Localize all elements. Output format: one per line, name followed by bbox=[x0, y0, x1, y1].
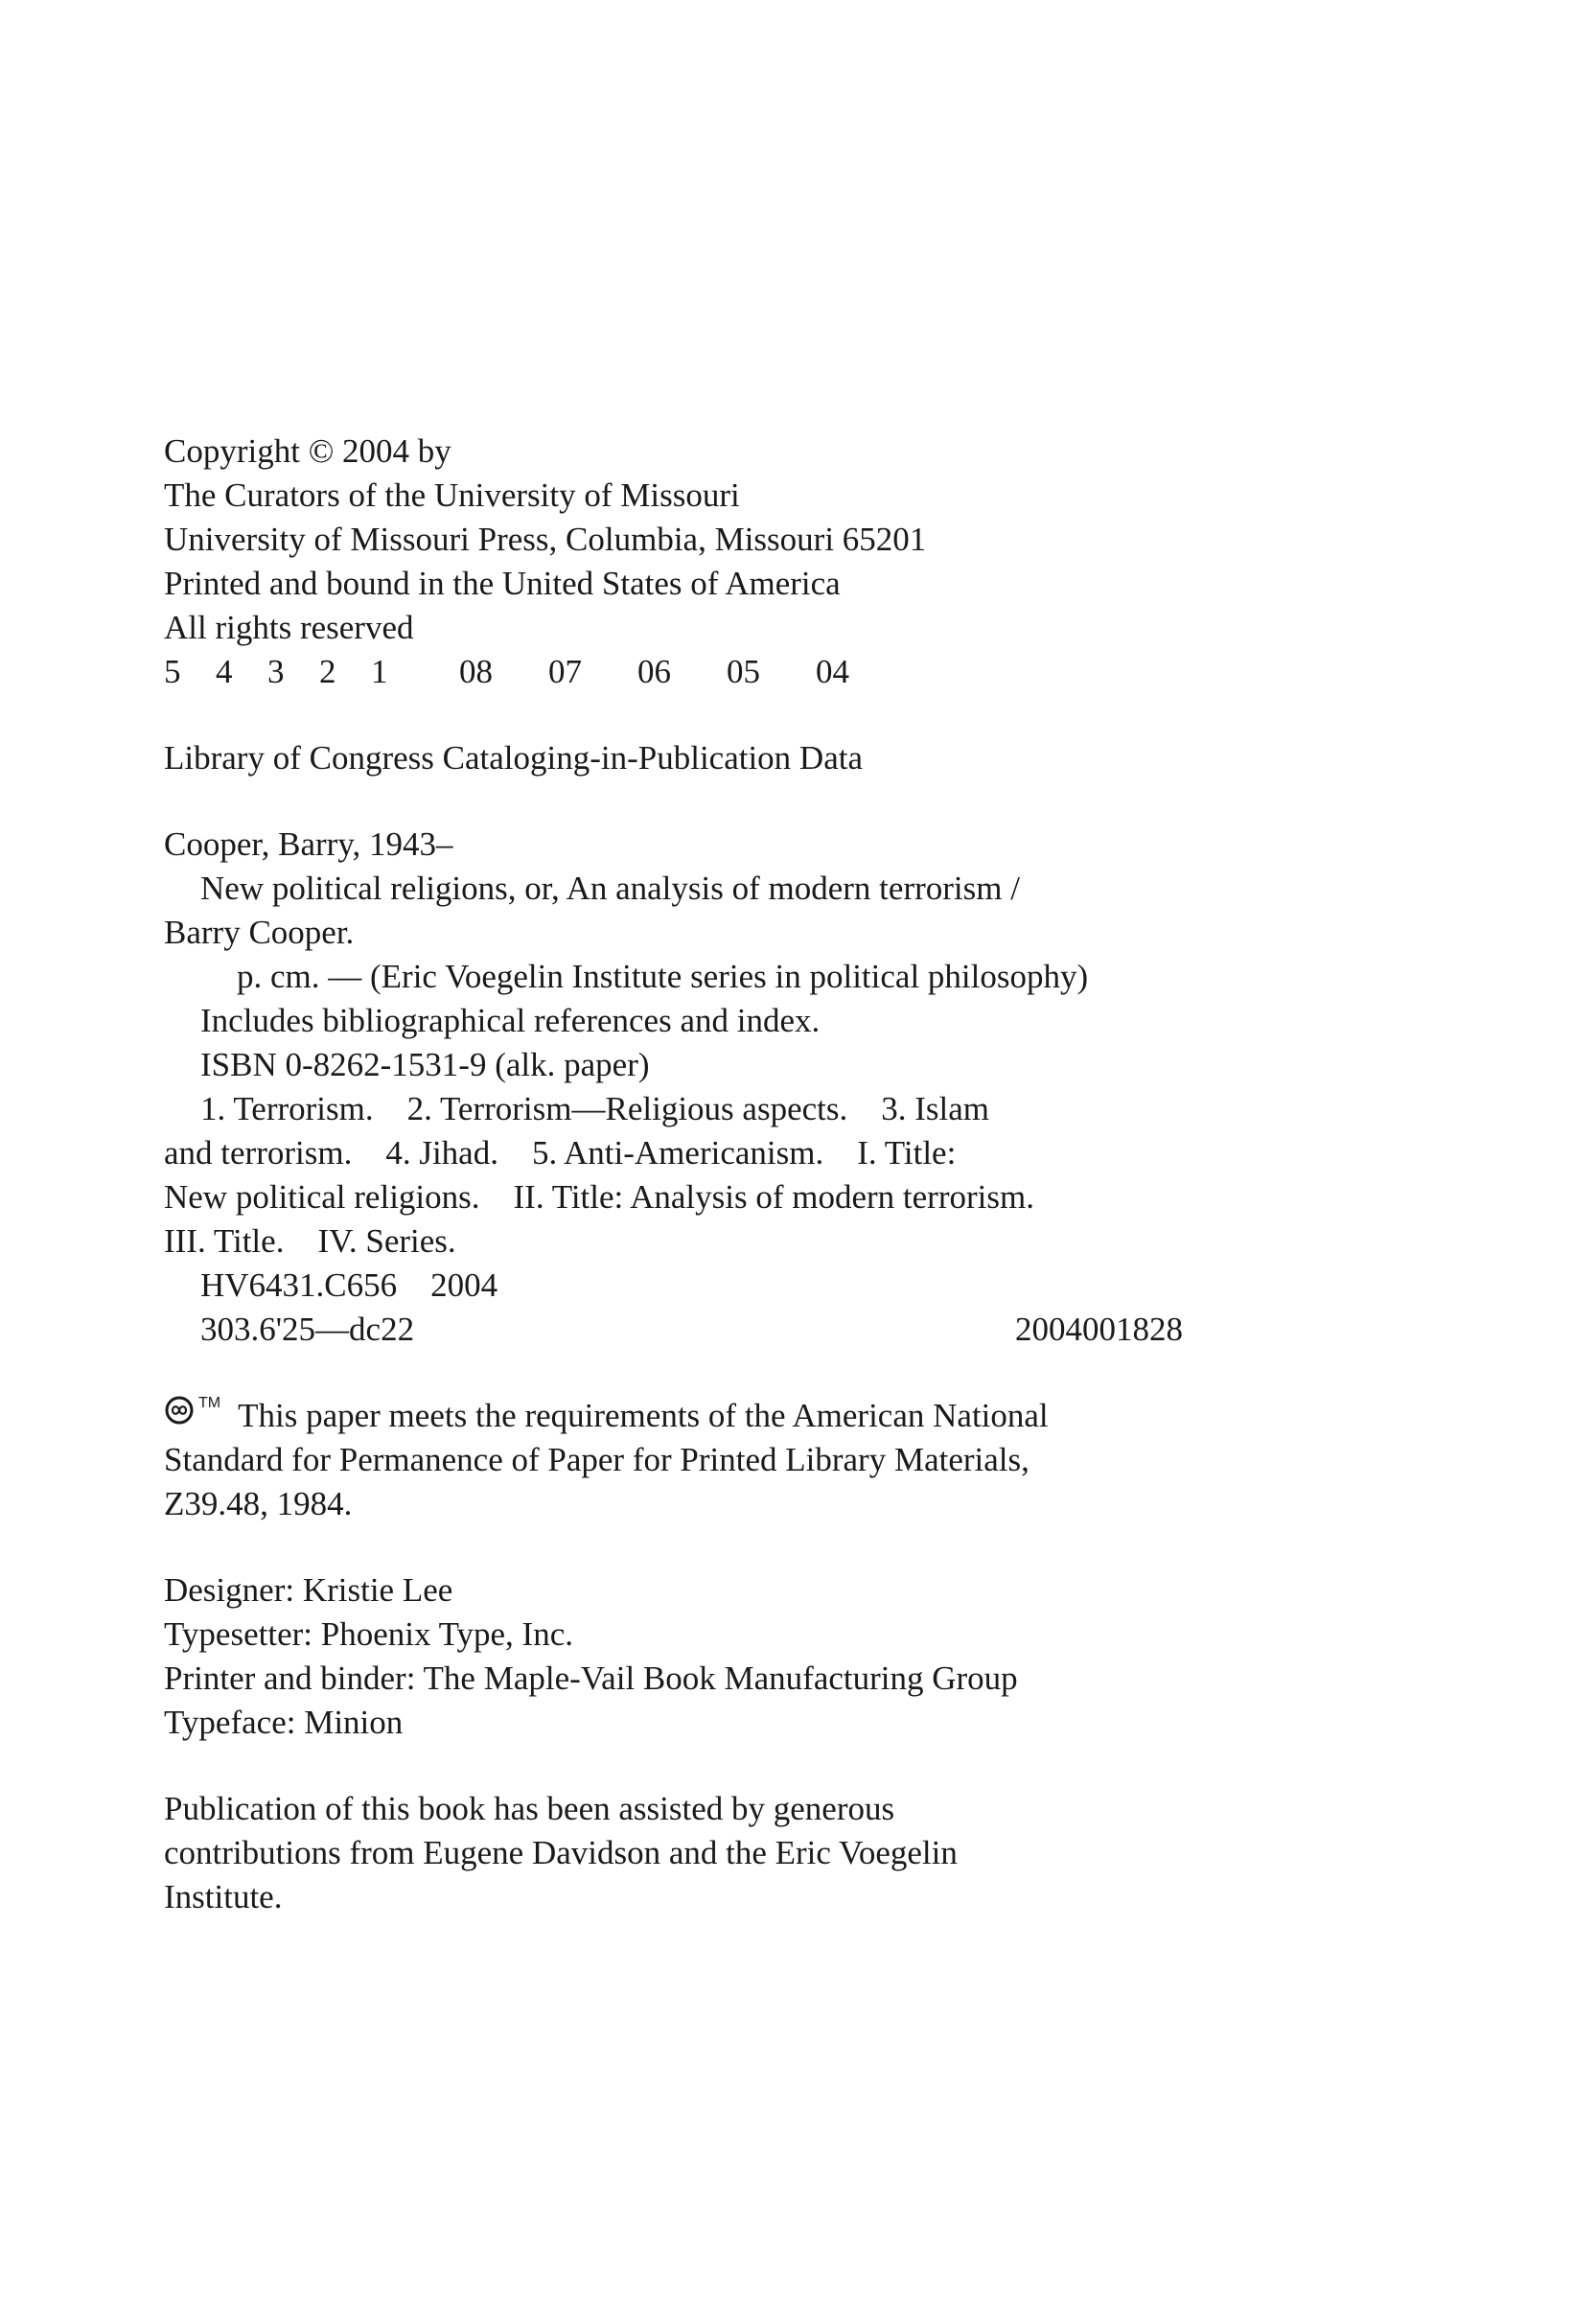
cip-physical: p. cm. — (Eric Voegelin Institute series in political philosophy) bbox=[237, 958, 1089, 995]
cip-record bbox=[164, 823, 1183, 1352]
copyright-block bbox=[164, 429, 1151, 694]
year-number: 07 bbox=[548, 653, 582, 690]
cip-subjects-continued: New political religions. II. Title: Analysis of modern terrorism. bbox=[164, 1178, 1034, 1216]
credit-typesetter: Typesetter: Phoenix Type, Inc. bbox=[164, 1615, 573, 1653]
production-credits bbox=[164, 1568, 1151, 1745]
cip-subjects-continued: and terrorism. 4. Jihad. 5. Anti-Americanism. I. Title: bbox=[164, 1134, 957, 1172]
cip-subjects-continued: III. Title. IV. Series. bbox=[164, 1222, 456, 1260]
cip-subjects: 1. Terrorism. 2. Terrorism—Religious aspects. 3. Islam bbox=[200, 1090, 989, 1127]
printing-number: 3 bbox=[267, 653, 285, 690]
year-number: 05 bbox=[727, 653, 760, 690]
copyright-holder: The Curators of the University of Missouri bbox=[164, 476, 740, 514]
cip-title: New political religions, or, An analysis of modern terrorism / bbox=[200, 870, 1020, 907]
cip-dewey-row bbox=[164, 1308, 1183, 1352]
acknowledgement-text: Publication of this book has been assisted by generous bbox=[164, 1790, 895, 1827]
permanence-text: This paper meets the requirements of the American National bbox=[238, 1397, 1049, 1434]
printing-number: 5 bbox=[164, 653, 181, 690]
cip-dewey: 303.6'25—dc22 bbox=[200, 1311, 415, 1348]
acknowledgement-text: Institute. bbox=[164, 1878, 283, 1915]
cip-lccn: 2004001828 bbox=[1015, 1311, 1183, 1348]
printing-number: 2 bbox=[319, 653, 336, 690]
credit-designer: Designer: Kristie Lee bbox=[164, 1571, 453, 1609]
cip-lc-class: HV6431.C656 2004 bbox=[200, 1266, 498, 1304]
credit-printer: Printer and binder: The Maple-Vail Book Manufacturing Group bbox=[164, 1660, 1018, 1697]
acknowledgement-text: contributions from Eugene Davidson and the Eric Voegelin bbox=[164, 1834, 958, 1871]
acknowledgement bbox=[164, 1787, 1151, 1919]
copyright-line: Copyright © 2004 by bbox=[164, 432, 451, 470]
cip-notes: Includes bibliographical references and index. bbox=[200, 1002, 821, 1039]
year-number: 06 bbox=[637, 653, 671, 690]
cip-heading: Library of Congress Cataloging-in-Publication Data bbox=[164, 739, 864, 777]
credit-typeface: Typeface: Minion bbox=[164, 1704, 404, 1741]
printing-number: 1 bbox=[371, 653, 388, 690]
permanence-notice bbox=[164, 1394, 1151, 1526]
cip-isbn: ISBN 0-8262-1531-9 (alk. paper) bbox=[200, 1046, 650, 1083]
year-number: 04 bbox=[816, 653, 849, 690]
printing-number: 4 bbox=[216, 653, 233, 690]
permanence-text: Standard for Permanence of Paper for Printed Library Materials, bbox=[164, 1441, 1029, 1478]
copyright-page bbox=[164, 429, 1183, 1919]
cip-title-continued: Barry Cooper. bbox=[164, 914, 355, 951]
printed-in: Printed and bound in the United States of America bbox=[164, 565, 841, 602]
printing-line bbox=[164, 650, 1151, 694]
permanence-text: Z39.48, 1984. bbox=[164, 1485, 353, 1522]
year-number: 08 bbox=[459, 653, 493, 690]
rights-reserved: All rights reserved bbox=[164, 609, 414, 646]
cip-author: Cooper, Barry, 1943– bbox=[164, 825, 453, 863]
permanence-first-line bbox=[164, 1394, 1151, 1438]
infinity-paper-icon bbox=[164, 1396, 220, 1425]
trademark-symbol: TM bbox=[198, 1395, 221, 1411]
publisher-address: University of Missouri Press, Columbia, Missouri 65201 bbox=[164, 521, 927, 558]
